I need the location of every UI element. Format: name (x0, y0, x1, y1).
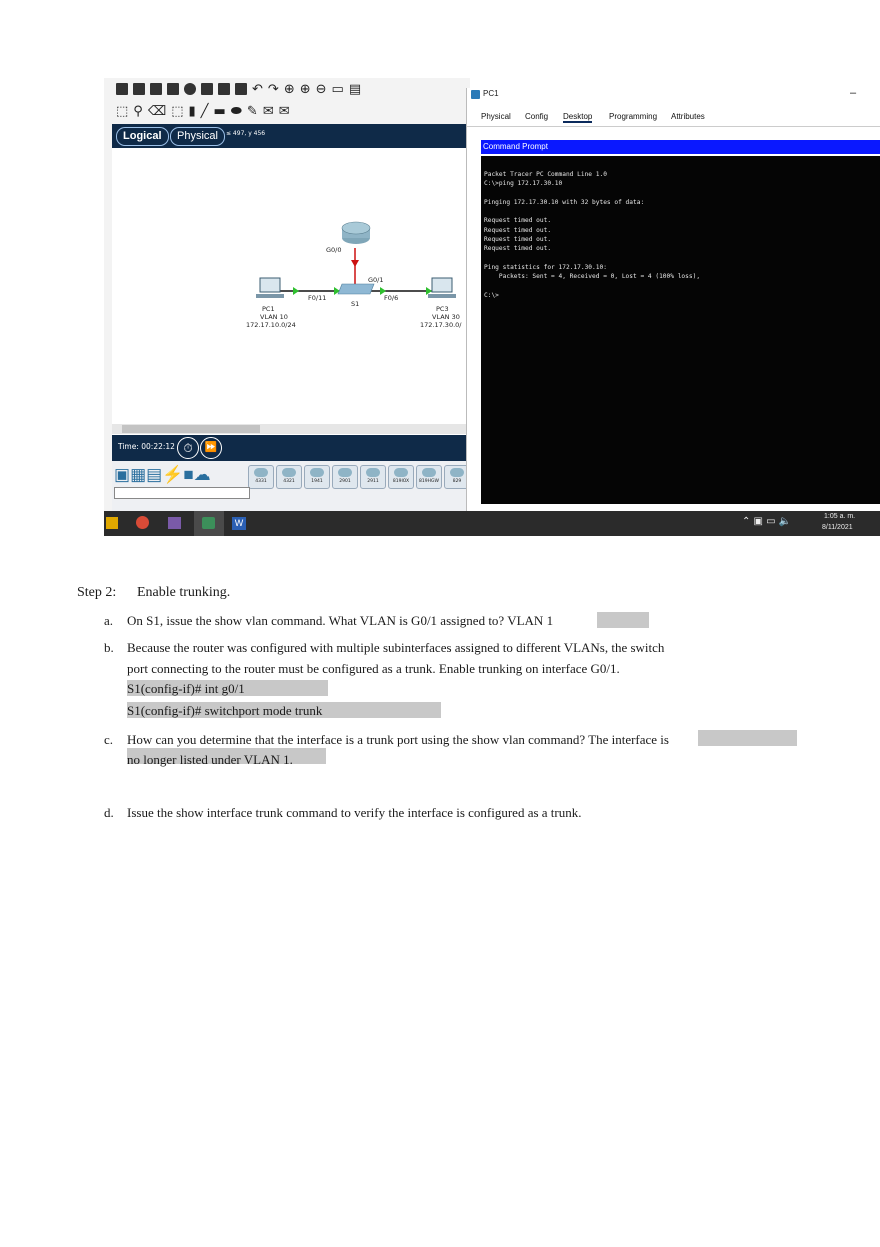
answer-highlight (698, 730, 797, 746)
packet-tracer-workspace (104, 78, 470, 536)
device-model-label: 829 (452, 479, 462, 484)
item-b-marker: b. (104, 640, 114, 655)
device-model-list (248, 465, 470, 489)
windows-taskbar (104, 511, 880, 536)
word-icon[interactable]: W (232, 517, 246, 530)
pc1-icon[interactable] (256, 278, 284, 298)
pc1-window (466, 88, 880, 511)
ellipse-icon[interactable]: ⬬ (230, 103, 242, 119)
main-toolbar (104, 78, 470, 100)
secondary-toolbar (104, 100, 290, 122)
item-d-text: Issue the show interface trunk command to verify the interface is configured as a trunk. (127, 805, 582, 820)
palette-icon[interactable]: ▤ (348, 81, 362, 97)
link-up-icon (426, 287, 432, 295)
undo-icon[interactable]: ↶ (252, 81, 263, 97)
zoom-in-icon[interactable]: ⊕ (283, 81, 295, 97)
f011-port-label: F0/11 (308, 294, 327, 302)
logical-mode-button[interactable]: Logical (116, 127, 169, 146)
device-model-label: 2911 (367, 479, 379, 484)
select-icon[interactable]: ⬚ (116, 103, 129, 119)
print-icon[interactable] (167, 83, 179, 95)
device-model-label: 2901 (339, 479, 351, 484)
router-model-icon (422, 468, 436, 477)
uplink-port-label: G0/1 (368, 276, 384, 284)
pdu-icon[interactable]: ✉ (262, 103, 274, 119)
file-explorer-icon[interactable] (106, 517, 118, 529)
device-model-4331[interactable] (248, 465, 274, 489)
coordinates-readout: ≤ 497, y 456 (226, 130, 266, 137)
device-search-box[interactable] (114, 487, 250, 499)
terminal-output: Packet Tracer PC Command Line 1.0 C:\>ping 172.17.30.10 Pinging 172.17.30.10 with 32 bytes of data: Request timed out. Request timed out. Request timed out. Request timed out. Ping statistics for 172.17.30.10: Packets: Sent = 4, Received = 0, Lost = 4 (100% loss), C:\> (484, 171, 701, 299)
taskbar-date: 8/11/2021 (822, 524, 853, 531)
open-folder-icon[interactable] (133, 83, 145, 95)
horizontal-scrollbar[interactable] (112, 424, 468, 434)
end-devices-icon[interactable]: ▦ (130, 465, 147, 484)
packet-tracer-icon (202, 517, 215, 529)
device-model-819HGW[interactable] (416, 465, 442, 489)
tab-physical[interactable]: Physical (481, 112, 511, 121)
zoom-out-icon[interactable]: ⊖ (315, 81, 327, 97)
save-icon[interactable] (150, 83, 162, 95)
wizard-icon[interactable] (201, 83, 213, 95)
copy-icon[interactable] (218, 83, 230, 95)
switch-icon[interactable] (338, 284, 374, 294)
device-categories (114, 465, 211, 485)
device-model-label: 819IOX (392, 479, 410, 484)
rect-draw-icon[interactable]: ▬ (213, 103, 226, 119)
chrome-icon[interactable] (136, 516, 149, 529)
device-model-label: 1941 (311, 479, 323, 484)
device-model-label: 4321 (283, 479, 295, 484)
physical-mode-button[interactable]: Physical (170, 127, 225, 146)
network-devices-icon[interactable]: ▣ (114, 465, 131, 484)
taskbar-time: 1:05 a. m. (824, 513, 856, 520)
line-icon[interactable]: ╱ (200, 103, 209, 119)
pc3-subnet-label: 172.17.30.0/ (420, 321, 462, 329)
note-icon[interactable]: ▮ (188, 103, 196, 119)
item-b-line2: port connecting to the router must be configured as a trunk. Enable trunking on interface G0/1. (127, 661, 620, 676)
step-title: Enable trunking. (137, 585, 231, 600)
router-model-icon (450, 468, 464, 477)
command-int-g01: S1(config-if)# int g0/1 (127, 681, 245, 696)
info-icon[interactable] (184, 83, 196, 95)
pc-window-icon (471, 90, 480, 99)
answer-highlight (597, 612, 649, 628)
complex-pdu-icon[interactable]: ✉ (278, 103, 290, 119)
tab-config[interactable]: Config (525, 112, 549, 121)
pc1-name-label: PC1 (262, 305, 275, 313)
item-c-marker: c. (104, 732, 114, 747)
item-a-text: On S1, issue the show vlan command. What VLAN is G0/1 assigned to? VLAN 1 (127, 613, 554, 628)
device-model-4321[interactable] (276, 465, 302, 489)
router-model-icon (366, 468, 380, 477)
item-c-line2: no longer listed under VLAN 1. (127, 752, 293, 767)
device-model-label: 4331 (255, 479, 267, 484)
router-port-label: G0/0 (326, 246, 342, 254)
packet-tracer-screenshot (104, 78, 880, 536)
switch-name-label: S1 (351, 300, 360, 308)
router-model-icon (282, 468, 296, 477)
pc1-subnet-label: 172.17.10.0/24 (246, 321, 296, 329)
time-display: Time: 00:22:12 (118, 442, 175, 451)
power-cycle-icon[interactable]: ⏱ (177, 437, 199, 459)
pc3-vlan-label: VLAN 30 (432, 313, 460, 321)
system-tray-icons[interactable]: ⌃ ▣ ▭ 🔈 (742, 516, 792, 527)
tab-desktop[interactable]: Desktop (563, 112, 593, 121)
topology-diagram (112, 148, 468, 438)
tab-divider (467, 126, 880, 127)
device-model-label: 819HGW (419, 479, 439, 484)
step-label: Step 2: (77, 585, 117, 600)
link-up-icon (293, 287, 299, 295)
delete-icon[interactable]: ⌫ (147, 103, 167, 119)
router-icon[interactable] (342, 222, 370, 244)
router-model-icon (394, 468, 408, 477)
item-b-line1: Because the router was configured with multiple subinterfaces assigned to different VLANs, the switch (127, 640, 665, 655)
app-icon[interactable] (168, 517, 181, 529)
zoom-reset-icon[interactable]: ⊕ (299, 81, 311, 97)
command-prompt-header: Command Prompt (481, 140, 880, 154)
components-icon[interactable]: ▤ (146, 465, 163, 484)
connections-icon[interactable]: ⚡ (162, 465, 184, 484)
scrollbar-thumb[interactable] (122, 425, 260, 433)
router-model-icon (254, 468, 268, 477)
multiuser-icon[interactable]: ☁ (193, 465, 211, 484)
command-switchport-trunk: S1(config-if)# switchport mode trunk (127, 703, 323, 718)
rectangle-icon[interactable]: ▭ (331, 81, 344, 97)
item-d-marker: d. (104, 805, 114, 820)
router-model-icon (310, 468, 324, 477)
device-model-1941[interactable] (304, 465, 330, 489)
device-model-2901[interactable] (332, 465, 358, 489)
misc-icon[interactable]: ■ (183, 465, 194, 484)
pc3-name-label: PC3 (436, 305, 449, 313)
fast-forward-icon[interactable]: ⏩ (200, 437, 222, 459)
window-title: PC1 (483, 89, 499, 98)
pc3-icon[interactable] (428, 278, 456, 298)
pc1-vlan-label: VLAN 10 (260, 313, 288, 321)
resize-icon[interactable]: ⬚ (171, 103, 184, 119)
router-model-icon (338, 468, 352, 477)
item-c-line1: How can you determine that the interface is a trunk port using the show vlan command? The interface is (127, 732, 669, 747)
tab-programming[interactable]: Programming (609, 112, 658, 121)
inspect-icon[interactable]: ⚲ (133, 103, 143, 119)
item-a-marker: a. (104, 613, 114, 628)
freeform-icon[interactable]: ✎ (246, 103, 258, 119)
new-file-icon[interactable] (116, 83, 128, 95)
workspace-mode-bar (112, 124, 470, 148)
paste-icon[interactable] (235, 83, 247, 95)
terminal[interactable] (481, 156, 880, 504)
time-bar (112, 435, 468, 461)
logical-canvas[interactable] (112, 148, 468, 438)
f06-port-label: F0/6 (384, 294, 399, 302)
minimize-icon[interactable]: – (850, 87, 857, 99)
redo-icon[interactable]: ↷ (267, 81, 279, 97)
link-state-down-icon (351, 260, 359, 267)
device-model-2911[interactable] (360, 465, 386, 489)
device-palette (112, 461, 468, 511)
device-model-819IOX[interactable] (388, 465, 414, 489)
tab-attributes[interactable]: Attributes (671, 112, 705, 121)
